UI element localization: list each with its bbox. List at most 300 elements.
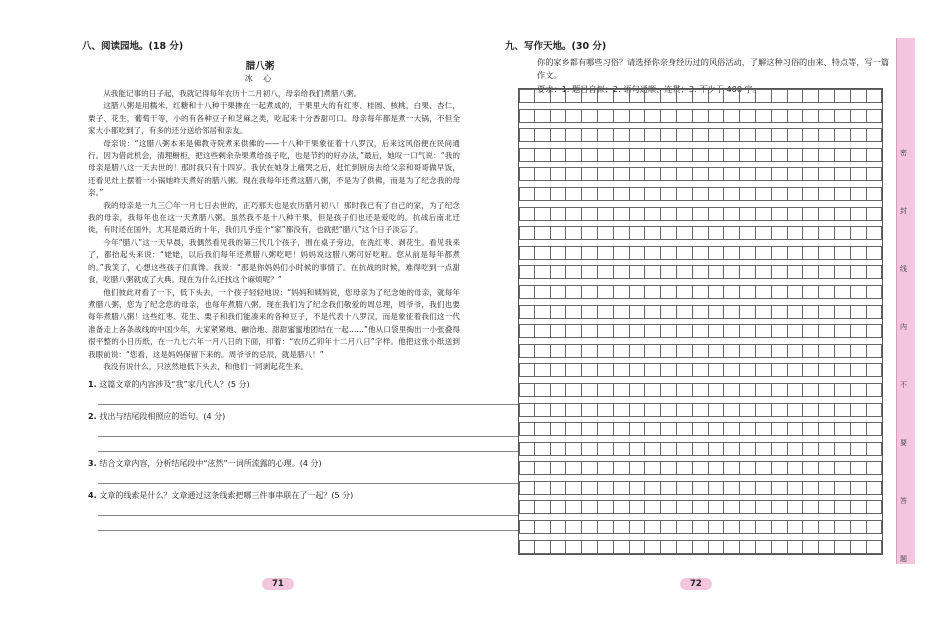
grid-cell[interactable]	[788, 167, 804, 181]
grid-cell[interactable]	[724, 285, 740, 299]
grid-cell[interactable]	[835, 422, 851, 436]
grid-cell[interactable]	[835, 265, 851, 279]
grid-cell[interactable]	[740, 207, 756, 221]
grid-cell[interactable]	[724, 305, 740, 319]
grid-cell[interactable]	[709, 383, 725, 397]
grid-cell[interactable]	[645, 226, 661, 240]
grid-cell[interactable]	[835, 89, 851, 103]
grid-cell[interactable]	[535, 89, 551, 103]
grid-cell[interactable]	[772, 442, 788, 456]
grid-cell[interactable]	[519, 305, 535, 319]
grid-cell[interactable]	[740, 520, 756, 534]
grid-cell[interactable]	[661, 363, 677, 377]
grid-cell[interactable]	[661, 305, 677, 319]
grid-cell[interactable]	[756, 383, 772, 397]
grid-cell[interactable]	[630, 305, 646, 319]
grid-cell[interactable]	[740, 344, 756, 358]
grid-cell[interactable]	[661, 520, 677, 534]
grid-cell[interactable]	[630, 500, 646, 514]
grid-cell[interactable]	[582, 246, 598, 260]
grid-cell[interactable]	[551, 109, 567, 123]
grid-cell[interactable]	[551, 461, 567, 475]
grid-cell[interactable]	[867, 128, 883, 142]
grid-cell[interactable]	[645, 383, 661, 397]
grid-cell[interactable]	[630, 246, 646, 260]
grid-cell[interactable]	[803, 207, 819, 221]
grid-cell[interactable]	[677, 481, 693, 495]
grid-cell[interactable]	[598, 363, 614, 377]
grid-cell[interactable]	[693, 148, 709, 162]
grid-cell[interactable]	[835, 285, 851, 299]
grid-cell[interactable]	[535, 305, 551, 319]
grid-cell[interactable]	[582, 403, 598, 417]
grid-cell[interactable]	[803, 285, 819, 299]
grid-cell[interactable]	[819, 207, 835, 221]
grid-cell[interactable]	[803, 167, 819, 181]
grid-cell[interactable]	[851, 305, 867, 319]
grid-cell[interactable]	[630, 481, 646, 495]
grid-cell[interactable]	[519, 167, 535, 181]
grid-cell[interactable]	[709, 344, 725, 358]
grid-cell[interactable]	[519, 226, 535, 240]
grid-cell[interactable]	[661, 540, 677, 554]
grid-cell[interactable]	[582, 344, 598, 358]
grid-cell[interactable]	[645, 442, 661, 456]
grid-cell[interactable]	[645, 481, 661, 495]
grid-cell[interactable]	[693, 109, 709, 123]
grid-cell[interactable]	[598, 481, 614, 495]
grid-cell[interactable]	[851, 246, 867, 260]
grid-cell[interactable]	[819, 383, 835, 397]
grid-cell[interactable]	[835, 167, 851, 181]
grid-cell[interactable]	[566, 500, 582, 514]
grid-cell[interactable]	[835, 520, 851, 534]
grid-cell[interactable]	[519, 500, 535, 514]
grid-cell[interactable]	[851, 167, 867, 181]
grid-cell[interactable]	[867, 246, 883, 260]
grid-cell[interactable]	[788, 363, 804, 377]
grid-cell[interactable]	[630, 403, 646, 417]
grid-cell[interactable]	[582, 187, 598, 201]
grid-cell[interactable]	[803, 363, 819, 377]
grid-cell[interactable]	[772, 148, 788, 162]
grid-cell[interactable]	[519, 265, 535, 279]
grid-cell[interactable]	[740, 89, 756, 103]
grid-cell[interactable]	[677, 246, 693, 260]
grid-cell[interactable]	[867, 89, 883, 103]
grid-cell[interactable]	[598, 442, 614, 456]
grid-cell[interactable]	[535, 540, 551, 554]
grid-cell[interactable]	[693, 442, 709, 456]
grid-cell[interactable]	[645, 422, 661, 436]
grid-cell[interactable]	[551, 324, 567, 338]
grid-cell[interactable]	[582, 461, 598, 475]
grid-cell[interactable]	[645, 207, 661, 221]
grid-cell[interactable]	[519, 363, 535, 377]
grid-cell[interactable]	[788, 461, 804, 475]
composition-grid[interactable]	[518, 88, 883, 555]
grid-cell[interactable]	[788, 520, 804, 534]
grid-cell[interactable]	[598, 246, 614, 260]
grid-cell[interactable]	[535, 265, 551, 279]
grid-cell[interactable]	[772, 265, 788, 279]
grid-cell[interactable]	[693, 246, 709, 260]
grid-cell[interactable]	[551, 383, 567, 397]
grid-cell[interactable]	[851, 363, 867, 377]
grid-cell[interactable]	[598, 520, 614, 534]
grid-cell[interactable]	[851, 344, 867, 358]
grid-cell[interactable]	[519, 461, 535, 475]
grid-cell[interactable]	[519, 207, 535, 221]
grid-cell[interactable]	[630, 461, 646, 475]
grid-cell[interactable]	[566, 461, 582, 475]
grid-cell[interactable]	[519, 324, 535, 338]
grid-cell[interactable]	[661, 265, 677, 279]
grid-cell[interactable]	[740, 246, 756, 260]
grid-cell[interactable]	[693, 422, 709, 436]
grid-cell[interactable]	[740, 285, 756, 299]
grid-cell[interactable]	[788, 305, 804, 319]
grid-cell[interactable]	[724, 109, 740, 123]
grid-cell[interactable]	[724, 403, 740, 417]
grid-cell[interactable]	[819, 324, 835, 338]
grid-cell[interactable]	[835, 403, 851, 417]
grid-cell[interactable]	[614, 305, 630, 319]
grid-cell[interactable]	[661, 226, 677, 240]
grid-cell[interactable]	[645, 89, 661, 103]
grid-cell[interactable]	[724, 344, 740, 358]
grid-cell[interactable]	[724, 167, 740, 181]
grid-cell[interactable]	[630, 344, 646, 358]
grid-cell[interactable]	[677, 422, 693, 436]
grid-cell[interactable]	[582, 128, 598, 142]
grid-cell[interactable]	[835, 148, 851, 162]
grid-cell[interactable]	[582, 540, 598, 554]
grid-cell[interactable]	[772, 246, 788, 260]
grid-cell[interactable]	[630, 383, 646, 397]
grid-cell[interactable]	[756, 422, 772, 436]
grid-cell[interactable]	[867, 285, 883, 299]
grid-cell[interactable]	[645, 167, 661, 181]
grid-cell[interactable]	[803, 89, 819, 103]
grid-cell[interactable]	[598, 344, 614, 358]
grid-cell[interactable]	[551, 148, 567, 162]
grid-cell[interactable]	[582, 500, 598, 514]
grid-cell[interactable]	[645, 265, 661, 279]
grid-cell[interactable]	[566, 520, 582, 534]
grid-cell[interactable]	[677, 520, 693, 534]
grid-cell[interactable]	[803, 422, 819, 436]
grid-cell[interactable]	[851, 265, 867, 279]
grid-cell[interactable]	[677, 403, 693, 417]
grid-cell[interactable]	[867, 324, 883, 338]
grid-cell[interactable]	[740, 148, 756, 162]
grid-cell[interactable]	[803, 481, 819, 495]
grid-cell[interactable]	[535, 442, 551, 456]
grid-cell[interactable]	[677, 109, 693, 123]
grid-cell[interactable]	[851, 383, 867, 397]
grid-cell[interactable]	[598, 383, 614, 397]
grid-cell[interactable]	[851, 403, 867, 417]
grid-cell[interactable]	[851, 89, 867, 103]
grid-cell[interactable]	[756, 461, 772, 475]
grid-cell[interactable]	[677, 383, 693, 397]
grid-cell[interactable]	[535, 324, 551, 338]
grid-cell[interactable]	[851, 461, 867, 475]
grid-cell[interactable]	[551, 540, 567, 554]
grid-cell[interactable]	[835, 226, 851, 240]
grid-cell[interactable]	[519, 285, 535, 299]
grid-cell[interactable]	[772, 422, 788, 436]
grid-cell[interactable]	[566, 109, 582, 123]
grid-cell[interactable]	[740, 305, 756, 319]
grid-cell[interactable]	[582, 324, 598, 338]
grid-cell[interactable]	[724, 363, 740, 377]
grid-cell[interactable]	[772, 383, 788, 397]
grid-cell[interactable]	[835, 383, 851, 397]
grid-cell[interactable]	[566, 265, 582, 279]
grid-cell[interactable]	[788, 344, 804, 358]
grid-cell[interactable]	[693, 461, 709, 475]
grid-cell[interactable]	[519, 246, 535, 260]
grid-cell[interactable]	[566, 403, 582, 417]
grid-cell[interactable]	[709, 128, 725, 142]
grid-cell[interactable]	[709, 422, 725, 436]
grid-cell[interactable]	[661, 187, 677, 201]
grid-cell[interactable]	[645, 500, 661, 514]
grid-cell[interactable]	[740, 226, 756, 240]
grid-cell[interactable]	[803, 500, 819, 514]
grid-cell[interactable]	[772, 89, 788, 103]
grid-cell[interactable]	[661, 128, 677, 142]
grid-cell[interactable]	[772, 285, 788, 299]
grid-cell[interactable]	[788, 422, 804, 436]
grid-cell[interactable]	[598, 403, 614, 417]
grid-cell[interactable]	[582, 148, 598, 162]
grid-cell[interactable]	[566, 187, 582, 201]
grid-cell[interactable]	[709, 167, 725, 181]
grid-cell[interactable]	[788, 109, 804, 123]
grid-cell[interactable]	[614, 109, 630, 123]
grid-cell[interactable]	[645, 520, 661, 534]
grid-cell[interactable]	[582, 520, 598, 534]
grid-cell[interactable]	[803, 305, 819, 319]
grid-cell[interactable]	[630, 167, 646, 181]
grid-cell[interactable]	[582, 363, 598, 377]
grid-cell[interactable]	[819, 226, 835, 240]
grid-cell[interactable]	[598, 128, 614, 142]
grid-cell[interactable]	[614, 461, 630, 475]
grid-cell[interactable]	[740, 461, 756, 475]
grid-cell[interactable]	[819, 305, 835, 319]
grid-cell[interactable]	[867, 422, 883, 436]
grid-cell[interactable]	[740, 324, 756, 338]
grid-cell[interactable]	[551, 265, 567, 279]
grid-cell[interactable]	[788, 226, 804, 240]
grid-cell[interactable]	[803, 442, 819, 456]
grid-cell[interactable]	[819, 89, 835, 103]
grid-cell[interactable]	[645, 305, 661, 319]
grid-cell[interactable]	[535, 167, 551, 181]
grid-cell[interactable]	[819, 461, 835, 475]
grid-cell[interactable]	[819, 344, 835, 358]
grid-cell[interactable]	[535, 148, 551, 162]
grid-cell[interactable]	[598, 207, 614, 221]
grid-cell[interactable]	[724, 422, 740, 436]
grid-cell[interactable]	[867, 500, 883, 514]
grid-cell[interactable]	[851, 324, 867, 338]
grid-cell[interactable]	[740, 500, 756, 514]
grid-cell[interactable]	[756, 363, 772, 377]
grid-cell[interactable]	[661, 461, 677, 475]
grid-cell[interactable]	[788, 500, 804, 514]
grid-cell[interactable]	[519, 109, 535, 123]
grid-cell[interactable]	[724, 481, 740, 495]
grid-cell[interactable]	[630, 207, 646, 221]
grid-cell[interactable]	[693, 285, 709, 299]
grid-cell[interactable]	[614, 344, 630, 358]
grid-cell[interactable]	[709, 324, 725, 338]
grid-cell[interactable]	[756, 128, 772, 142]
grid-cell[interactable]	[551, 128, 567, 142]
grid-cell[interactable]	[519, 442, 535, 456]
grid-cell[interactable]	[709, 246, 725, 260]
grid-cell[interactable]	[803, 226, 819, 240]
grid-cell[interactable]	[582, 226, 598, 240]
grid-cell[interactable]	[535, 422, 551, 436]
grid-cell[interactable]	[772, 540, 788, 554]
grid-cell[interactable]	[819, 403, 835, 417]
grid-cell[interactable]	[677, 226, 693, 240]
answer-line[interactable]	[98, 501, 518, 516]
grid-cell[interactable]	[551, 500, 567, 514]
grid-cell[interactable]	[566, 207, 582, 221]
grid-cell[interactable]	[661, 403, 677, 417]
grid-cell[interactable]	[803, 246, 819, 260]
grid-cell[interactable]	[867, 344, 883, 358]
grid-cell[interactable]	[756, 442, 772, 456]
grid-cell[interactable]	[630, 89, 646, 103]
grid-cell[interactable]	[819, 520, 835, 534]
grid-cell[interactable]	[614, 167, 630, 181]
grid-cell[interactable]	[582, 285, 598, 299]
grid-cell[interactable]	[630, 363, 646, 377]
grid-cell[interactable]	[693, 324, 709, 338]
grid-cell[interactable]	[566, 167, 582, 181]
grid-cell[interactable]	[630, 442, 646, 456]
grid-cell[interactable]	[867, 363, 883, 377]
grid-cell[interactable]	[630, 422, 646, 436]
grid-cell[interactable]	[788, 89, 804, 103]
grid-cell[interactable]	[693, 481, 709, 495]
grid-cell[interactable]	[724, 89, 740, 103]
grid-cell[interactable]	[740, 383, 756, 397]
grid-cell[interactable]	[693, 520, 709, 534]
grid-cell[interactable]	[677, 207, 693, 221]
grid-cell[interactable]	[756, 246, 772, 260]
grid-cell[interactable]	[867, 442, 883, 456]
grid-cell[interactable]	[661, 109, 677, 123]
grid-cell[interactable]	[867, 226, 883, 240]
grid-cell[interactable]	[566, 128, 582, 142]
grid-cell[interactable]	[835, 109, 851, 123]
grid-cell[interactable]	[677, 344, 693, 358]
grid-cell[interactable]	[709, 461, 725, 475]
grid-cell[interactable]	[851, 422, 867, 436]
grid-cell[interactable]	[551, 481, 567, 495]
answer-line[interactable]	[98, 437, 518, 452]
grid-cell[interactable]	[598, 285, 614, 299]
grid-cell[interactable]	[582, 305, 598, 319]
grid-cell[interactable]	[661, 344, 677, 358]
grid-cell[interactable]	[867, 481, 883, 495]
grid-cell[interactable]	[819, 148, 835, 162]
grid-cell[interactable]	[598, 109, 614, 123]
grid-cell[interactable]	[851, 148, 867, 162]
grid-cell[interactable]	[867, 305, 883, 319]
grid-cell[interactable]	[709, 226, 725, 240]
grid-cell[interactable]	[551, 520, 567, 534]
grid-cell[interactable]	[867, 461, 883, 475]
grid-cell[interactable]	[835, 344, 851, 358]
grid-cell[interactable]	[835, 481, 851, 495]
grid-cell[interactable]	[756, 187, 772, 201]
grid-cell[interactable]	[819, 265, 835, 279]
grid-cell[interactable]	[661, 500, 677, 514]
grid-cell[interactable]	[598, 422, 614, 436]
grid-cell[interactable]	[598, 148, 614, 162]
grid-cell[interactable]	[709, 305, 725, 319]
grid-cell[interactable]	[693, 226, 709, 240]
grid-cell[interactable]	[803, 324, 819, 338]
grid-cell[interactable]	[851, 187, 867, 201]
grid-cell[interactable]	[677, 363, 693, 377]
grid-cell[interactable]	[598, 305, 614, 319]
grid-cell[interactable]	[724, 520, 740, 534]
grid-cell[interactable]	[614, 89, 630, 103]
grid-cell[interactable]	[709, 363, 725, 377]
grid-cell[interactable]	[788, 481, 804, 495]
grid-cell[interactable]	[677, 265, 693, 279]
grid-cell[interactable]	[740, 481, 756, 495]
grid-cell[interactable]	[709, 148, 725, 162]
grid-cell[interactable]	[819, 500, 835, 514]
grid-cell[interactable]	[598, 226, 614, 240]
grid-cell[interactable]	[535, 285, 551, 299]
grid-cell[interactable]	[566, 89, 582, 103]
grid-cell[interactable]	[614, 207, 630, 221]
grid-cell[interactable]	[740, 167, 756, 181]
grid-cell[interactable]	[630, 324, 646, 338]
grid-cell[interactable]	[835, 187, 851, 201]
answer-line[interactable]	[98, 516, 518, 531]
grid-cell[interactable]	[709, 500, 725, 514]
grid-cell[interactable]	[677, 324, 693, 338]
grid-cell[interactable]	[598, 540, 614, 554]
grid-cell[interactable]	[835, 207, 851, 221]
grid-cell[interactable]	[598, 187, 614, 201]
grid-cell[interactable]	[535, 109, 551, 123]
grid-cell[interactable]	[566, 226, 582, 240]
grid-cell[interactable]	[772, 305, 788, 319]
grid-cell[interactable]	[614, 442, 630, 456]
grid-cell[interactable]	[756, 226, 772, 240]
grid-cell[interactable]	[535, 363, 551, 377]
grid-cell[interactable]	[645, 461, 661, 475]
grid-cell[interactable]	[867, 187, 883, 201]
grid-cell[interactable]	[803, 128, 819, 142]
grid-cell[interactable]	[630, 540, 646, 554]
